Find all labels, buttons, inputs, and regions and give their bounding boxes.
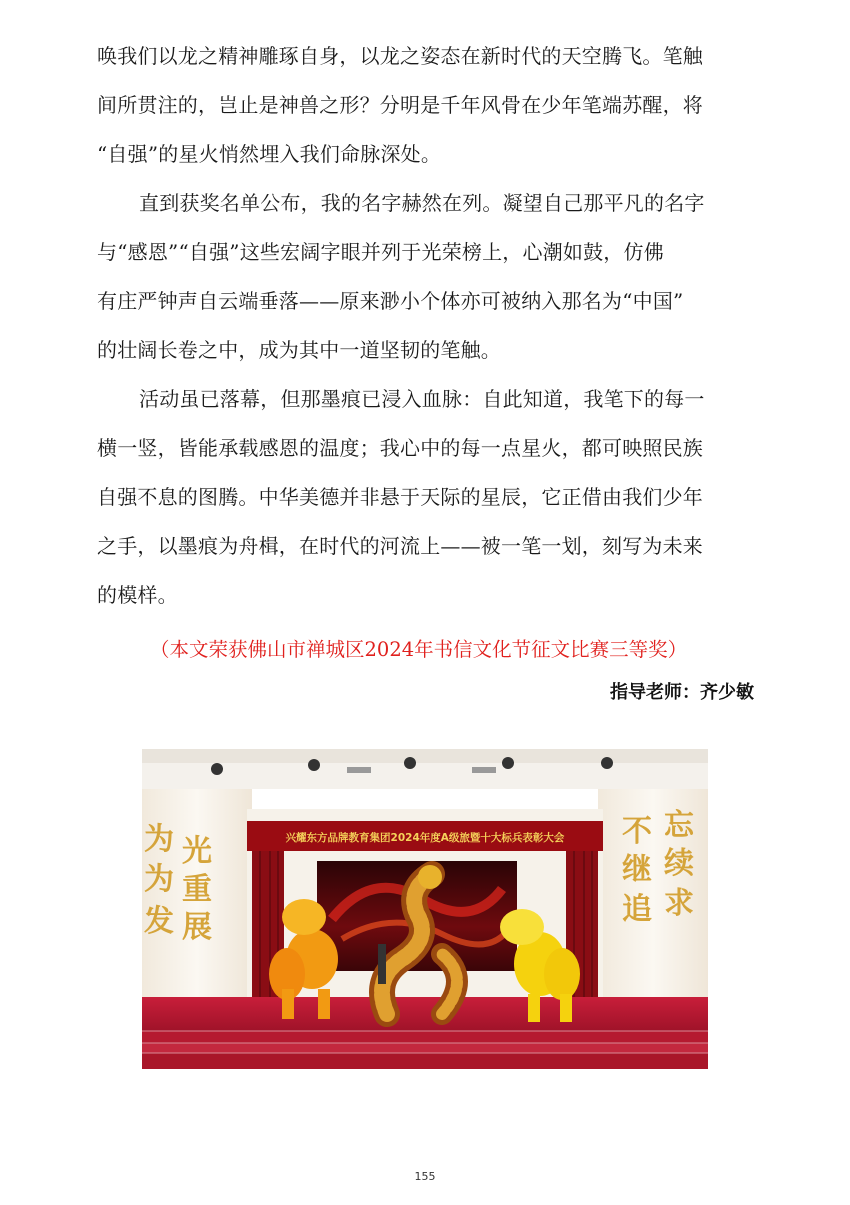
wall-char: 为	[144, 862, 174, 897]
wall-char: 续	[664, 846, 694, 881]
paragraph-line: 间所贯注的，岂止是神兽之形？分明是千年风骨在少年笔端苏醒，将	[97, 93, 703, 117]
event-photo	[142, 749, 708, 1069]
paragraph-line: 的模样。	[97, 583, 178, 607]
paragraph-line: 有庄严钟声自云端垂落——原来渺小个体亦可被纳入那名为“中国”	[97, 289, 684, 313]
advisor-credit: 指导老师：齐少敏	[610, 682, 754, 703]
page-number: 155	[414, 1170, 436, 1183]
paragraph-line: 直到获奖名单公布，我的名字赫然在列。凝望自己那平凡的名字	[139, 191, 705, 215]
paragraph-line: 唤我们以龙之精神雕琢自身，以龙之姿态在新时代的天空腾飞。笔触	[97, 44, 703, 68]
paragraph-line: 之手，以墨痕为舟楫，在时代的河流上——被一笔一划，刻写为未来	[97, 534, 703, 558]
paragraph-line: 与“感恩”“自强”这些宏阔字眼并列于光荣榜上，心潮如鼓，仿佛	[97, 240, 664, 264]
wall-char: 为	[144, 822, 174, 857]
paragraph-line: 横一竖，皆能承载感恩的温度；我心中的每一点星火，都可映照民族	[97, 436, 703, 460]
paragraph-line: 活动虽已落幕，但那墨痕已浸入血脉：自此知道，我笔下的每一	[139, 387, 705, 411]
paragraph-line: “自强”的星火悄然埋入我们命脉深处。	[97, 142, 442, 166]
wall-char: 追	[622, 892, 652, 927]
wall-char: 求	[664, 886, 694, 921]
paragraph-line: 自强不息的图腾。中华美德并非悬于天际的星辰，它正借由我们少年	[97, 485, 703, 509]
paragraph-line: 的壮阔长卷之中，成为其中一道坚韧的笔触。	[97, 338, 501, 362]
wall-char: 忘	[664, 808, 694, 843]
wall-char: 重	[182, 872, 212, 907]
award-note: （本文荣获佛山市禅城区2024年书信文化节征文比赛三等奖）	[150, 638, 688, 661]
wall-char: 继	[622, 852, 652, 887]
wall-char: 不	[622, 814, 652, 849]
stage-banner-text: 兴耀东方品牌教育集团2024年度A级旅暨十大标兵表彰大会	[285, 832, 565, 844]
wall-char: 光	[182, 834, 212, 869]
wall-char: 发	[144, 904, 174, 939]
wall-char: 展	[182, 910, 212, 945]
article-body	[97, 32, 755, 620]
